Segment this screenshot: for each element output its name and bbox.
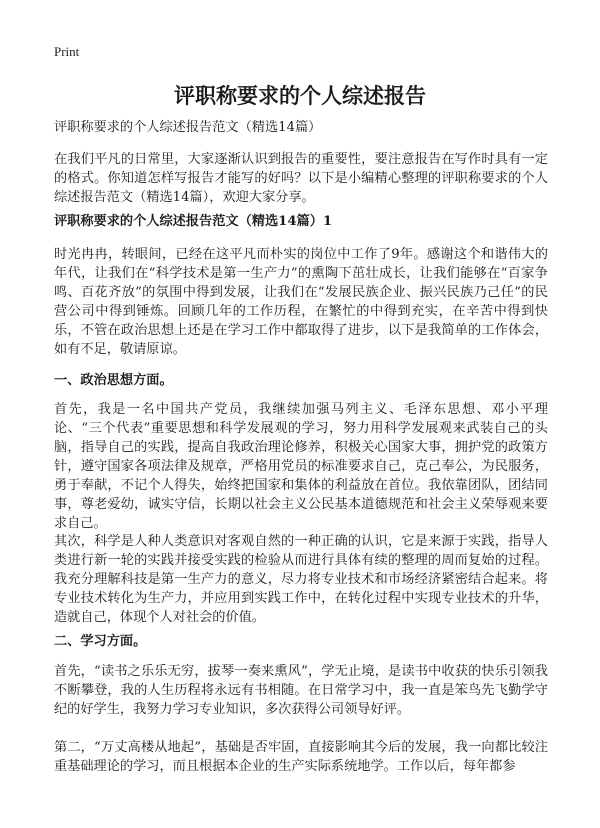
subtitle: 评职称要求的个人综述报告范文（精选14篇） <box>54 120 322 135</box>
heading-politics: 一、政治思想方面。 <box>54 373 173 388</box>
page-title: 评职称要求的个人综述报告 <box>174 83 426 108</box>
paragraph-5: 第二，“万丈高楼从地起”，基础是否牢固，直接影响其今后的发展，我一向都比较注重基础理论的学习，而且根据本企业的生产实际系统地学。工作以后，每年都参 <box>54 740 548 774</box>
intro-paragraph: 在我们平凡的日常里，大家逐渐认识到报告的重要性，要注意报告在写作时具有一定的格式。你知道怎样写报告才能写的好吗？以下是小编精心整理的评职称要求的个人综述报告范文（精选14篇），欢迎大家分享。 <box>54 152 548 205</box>
paragraph-1: 时光冉冉，转眼间，已经在这平凡而朴实的岗位中工作了9年。感谢这个和谐伟大的年代，让我们在“科学技术是第一生产力”的熏陶下茁壮成长，让我们能够在“百家争鸣、百花齐放”的氛围中得到发展，让我们在“发展民族企业、振兴民族乃己任”的民营公司中得到锤炼。回顾几年的工作历程，在繁忙的中得到充实，在辛苦中得到快乐，不管在政治思想上还是在学习工作中都取得了进步，以下是我简单的工作体会，如有不足，敬请原谅。 <box>54 247 548 357</box>
paragraph-4: 首先，“读书之乐乐无穷，拔琴一奏来熏风”，学无止境，是读书中收获的快乐引领我不断攀登，我的人生历程将永远有书相随。在日常学习中，我一直是笨鸟先飞勤学守纪的好学生，我努力学习专业知识，多次获得公司领导好评。 <box>54 664 548 717</box>
paragraph-3: 其次，科学是人种人类意识对客观自然的一种正确的认识，它是来源于实践，指导人类进行新一轮的实践并接受实践的检验从而进行具体有续的整理的周而复始的过程。我充分理解科技是第一生产力的意义，尽力将专业技术和市场经济紧密结合起来。将专业技术转化为生产力，并应用到实践工作中，在转化过程中实现专业技术的升华，造就自己，体现个人对社会的价值。 <box>54 534 548 625</box>
print-label[interactable]: Print <box>54 44 80 59</box>
section-heading: 评职称要求的个人综述报告范文（精选14篇）1 <box>54 214 333 229</box>
heading-study: 二、学习方面。 <box>54 634 147 649</box>
paragraph-2: 首先，我是一名中国共产党员，我继续加强马列主义、毛泽东思想、邓小平理论、“三个代表”重要思想和科学发展观的学习，努力用科学发展观来武装自己的头脑，指导自己的实践，提高自我政治理论修养，积极关心国家大事，拥护党的政策方针，遵守国家各项法律及规章，严格用党员的标准要求自己，克己奉公，为民服务，勇于奉献，不记个人得失，始终把国家和集体的利益放在首位。我依靠团队，团结同事，尊老爱幼，诚实守信，长期以社会主义公民基本道德规范和社会主义荣辱观来要求自己。 <box>54 402 548 531</box>
